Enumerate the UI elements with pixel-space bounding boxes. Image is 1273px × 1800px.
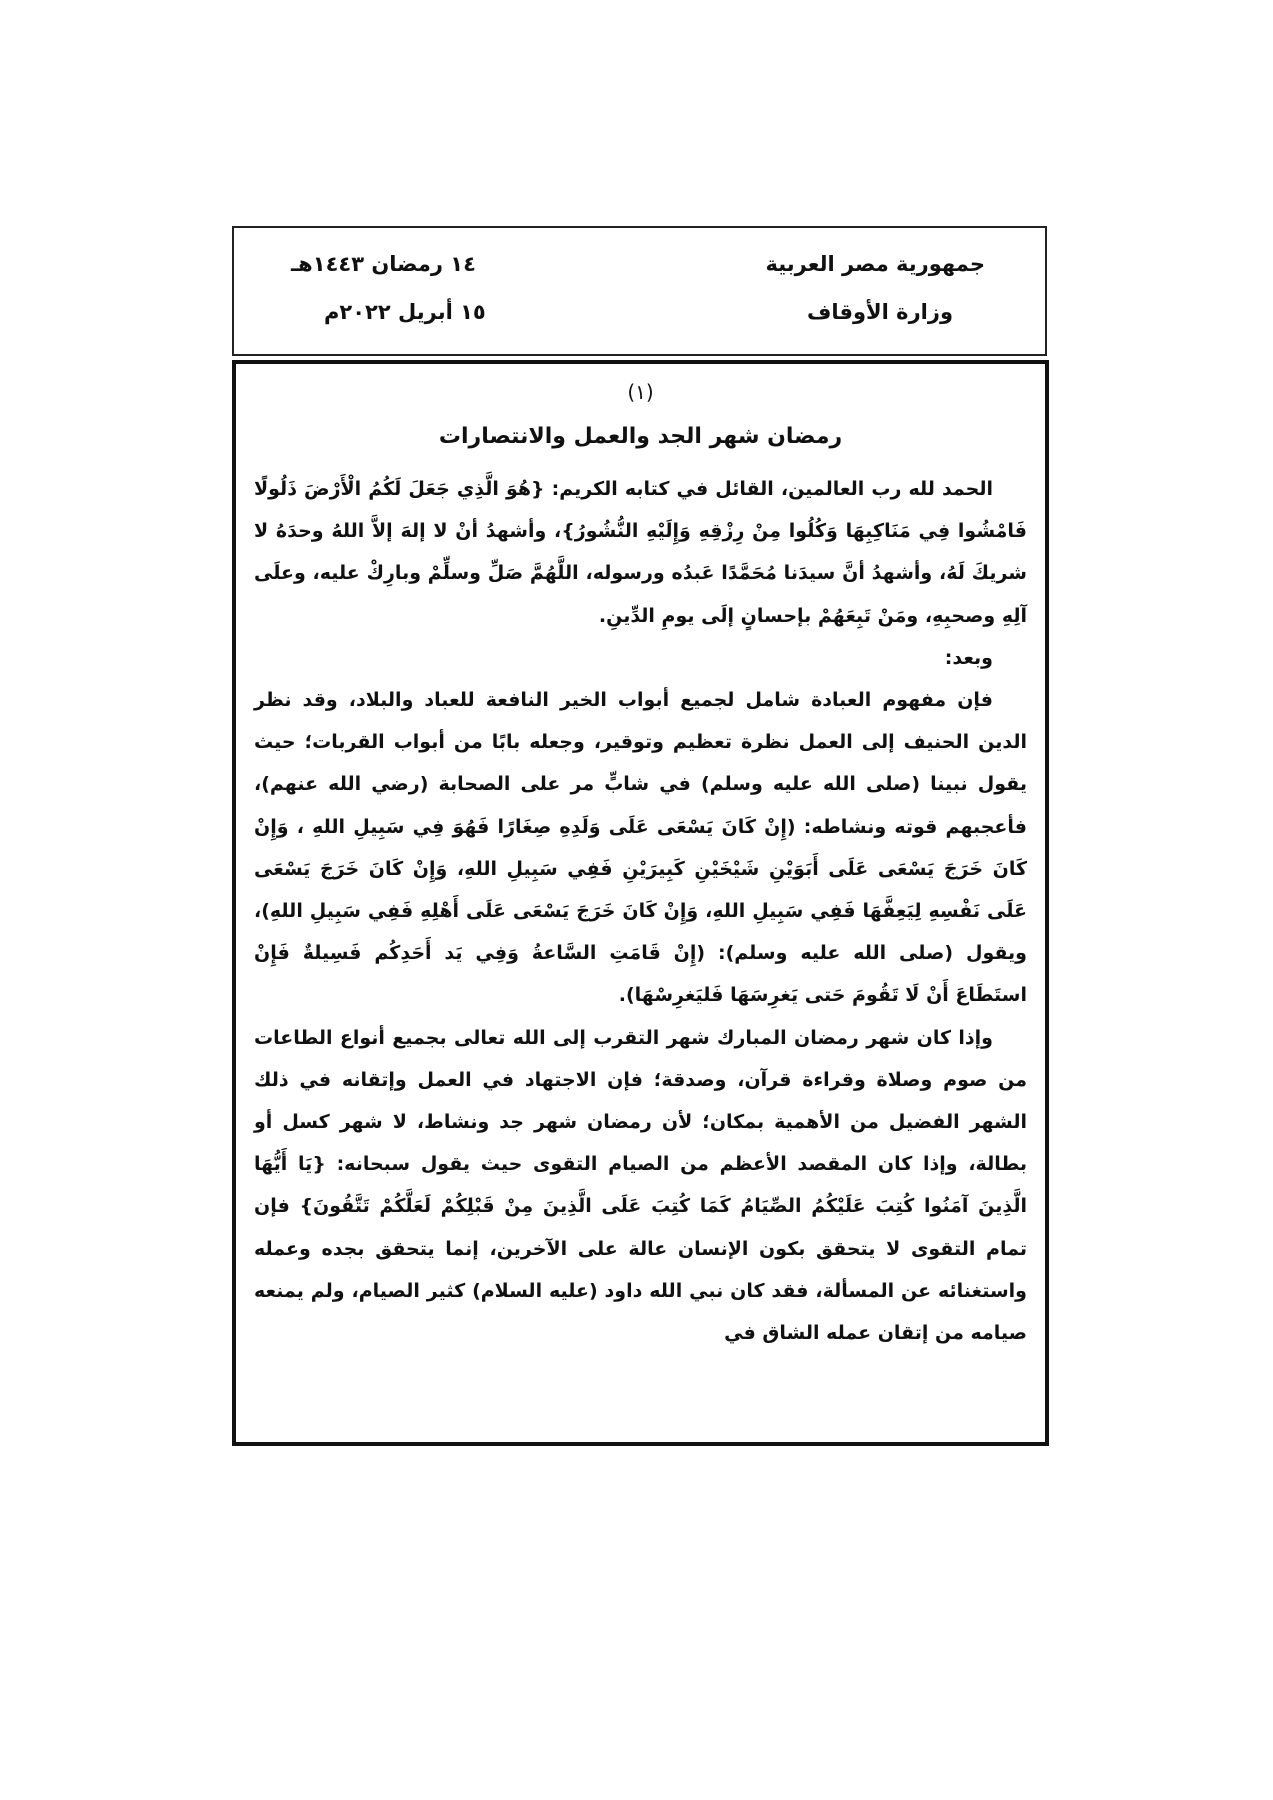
paragraph-ramadan: وإذا كان شهر رمضان المبارك شهر التقرب إلى الله تعالى بجميع أنواع الطاعات من صوم وصلاة وقراءة قرآن، وصدقة؛ فإن الاجتهاد في العمل وإتقانه في ذلك الشهر الفضيل من الأهمية بمكان؛ لأن رمضان شهر جد ونشاط، لا شهر كسل أو بطالة، وإذا كان المقصد الأعظم من الصيام التقوى حيث يقول سبحانه: {يَا أَيُّهَا الَّذِينَ آمَنُوا كُتِبَ عَلَيْكُمُ الصِّيَامُ كَمَا كُتِبَ عَلَى الَّذِينَ مِنْ قَبْلِكُمْ لَعَلَّكُمْ تَتَّقُونَ} فإن تمام التقوى لا يتحقق بكون الإنسان عالة على الآخرين، إنما يتحقق بجده وعمله واستغنائه عن المسألة، فقد كان نبي الله داود (عليه السلام) كثير الصيام، ولم يمنعه صيامه من إتقان عمله الشاق في <box>254 1026 1027 1345</box>
hijri-date: ١٤ رمضان ١٤٤٣هـ <box>291 252 476 276</box>
ministry-name: وزارة الأوقاف <box>806 300 953 324</box>
sermon-body-box <box>232 360 1049 1446</box>
sermon-text <box>254 468 1027 1354</box>
header-box <box>232 226 1047 356</box>
gregorian-date: ١٥ أبريل ٢٠٢٢م <box>324 300 486 324</box>
section-number: (١) <box>627 380 654 404</box>
paragraph-worship: فإن مفهوم العبادة شامل لجميع أبواب الخير النافعة للعباد والبلاد، وقد نظر الدين الحنيف إلى العمل نظرة تعظيم وتوقير، وجعله بابًا من أبواب القربات؛ حيث يقول نبينا (صلى الله عليه وسلم) في شابٍّ مر على الصحابة (رضي الله عنهم)، فأعجبهم قوته ونشاطه: (إِنْ كَانَ يَسْعَى عَلَى وَلَدِهِ صِغَارًا فَهُوَ فِي سَبِيلِ اللهِ ، وَإِنْ كَانَ خَرَجَ يَسْعَى عَلَى أَبَوَيْنِ شَيْخَيْنِ كَبِيرَيْنِ فَفِي سَبِيلِ اللهِ، وَإِنْ كَانَ خَرَجَ يَسْعَى عَلَى نَفْسِهِ لِيَعِفَّهَا فَفِي سَبِيلِ اللهِ، وَإِنْ كَانَ خَرَجَ يَسْعَى عَلَى أَهْلِهِ فَفِي سَبِيلِ اللهِ)، ويقول (صلى الله عليه وسلم): (إِنْ قَامَتِ السَّاعةُ وَفِي يَد أَحَدِكُم فَسِيلةٌ فَإِنْ استَطَاعَ أَنْ لَا تَقُومَ حَتى يَغرِسَهَا فَليَغرِسْهَا). <box>254 689 1027 1007</box>
country-name: جمهورية مصر العربية <box>765 252 985 276</box>
sermon-title: رمضان شهر الجد والعمل والانتصارات <box>438 424 843 449</box>
paragraph-transition: وبعد: <box>944 646 993 669</box>
paragraph-opening: الحمد لله رب العالمين، القائل في كتابه الكريم: {هُوَ الَّذِي جَعَلَ لَكُمُ الْأَرْضَ ذَلُولًا فَامْشُوا فِي مَنَاكِبِهَا وَكُلُوا مِنْ رِزْقِهِ وَإِلَيْهِ النُّشُورُ}، وأشهدُ أنْ لا إلهَ إلاَّ اللهُ وحدَهُ لا شريكَ لَهُ، وأشهدُ أنَّ سيدَنا مُحَمَّدًا عَبدُه ورسوله، اللَّهُمَّ صَلِّ وسلِّمْ وبارِكْ عليه، وعلَى آلِهِ وصحبِهِ، ومَنْ تَبِعَهُمْ بإحسانٍ إلَى يومِ الدِّينِ. <box>254 478 1027 627</box>
